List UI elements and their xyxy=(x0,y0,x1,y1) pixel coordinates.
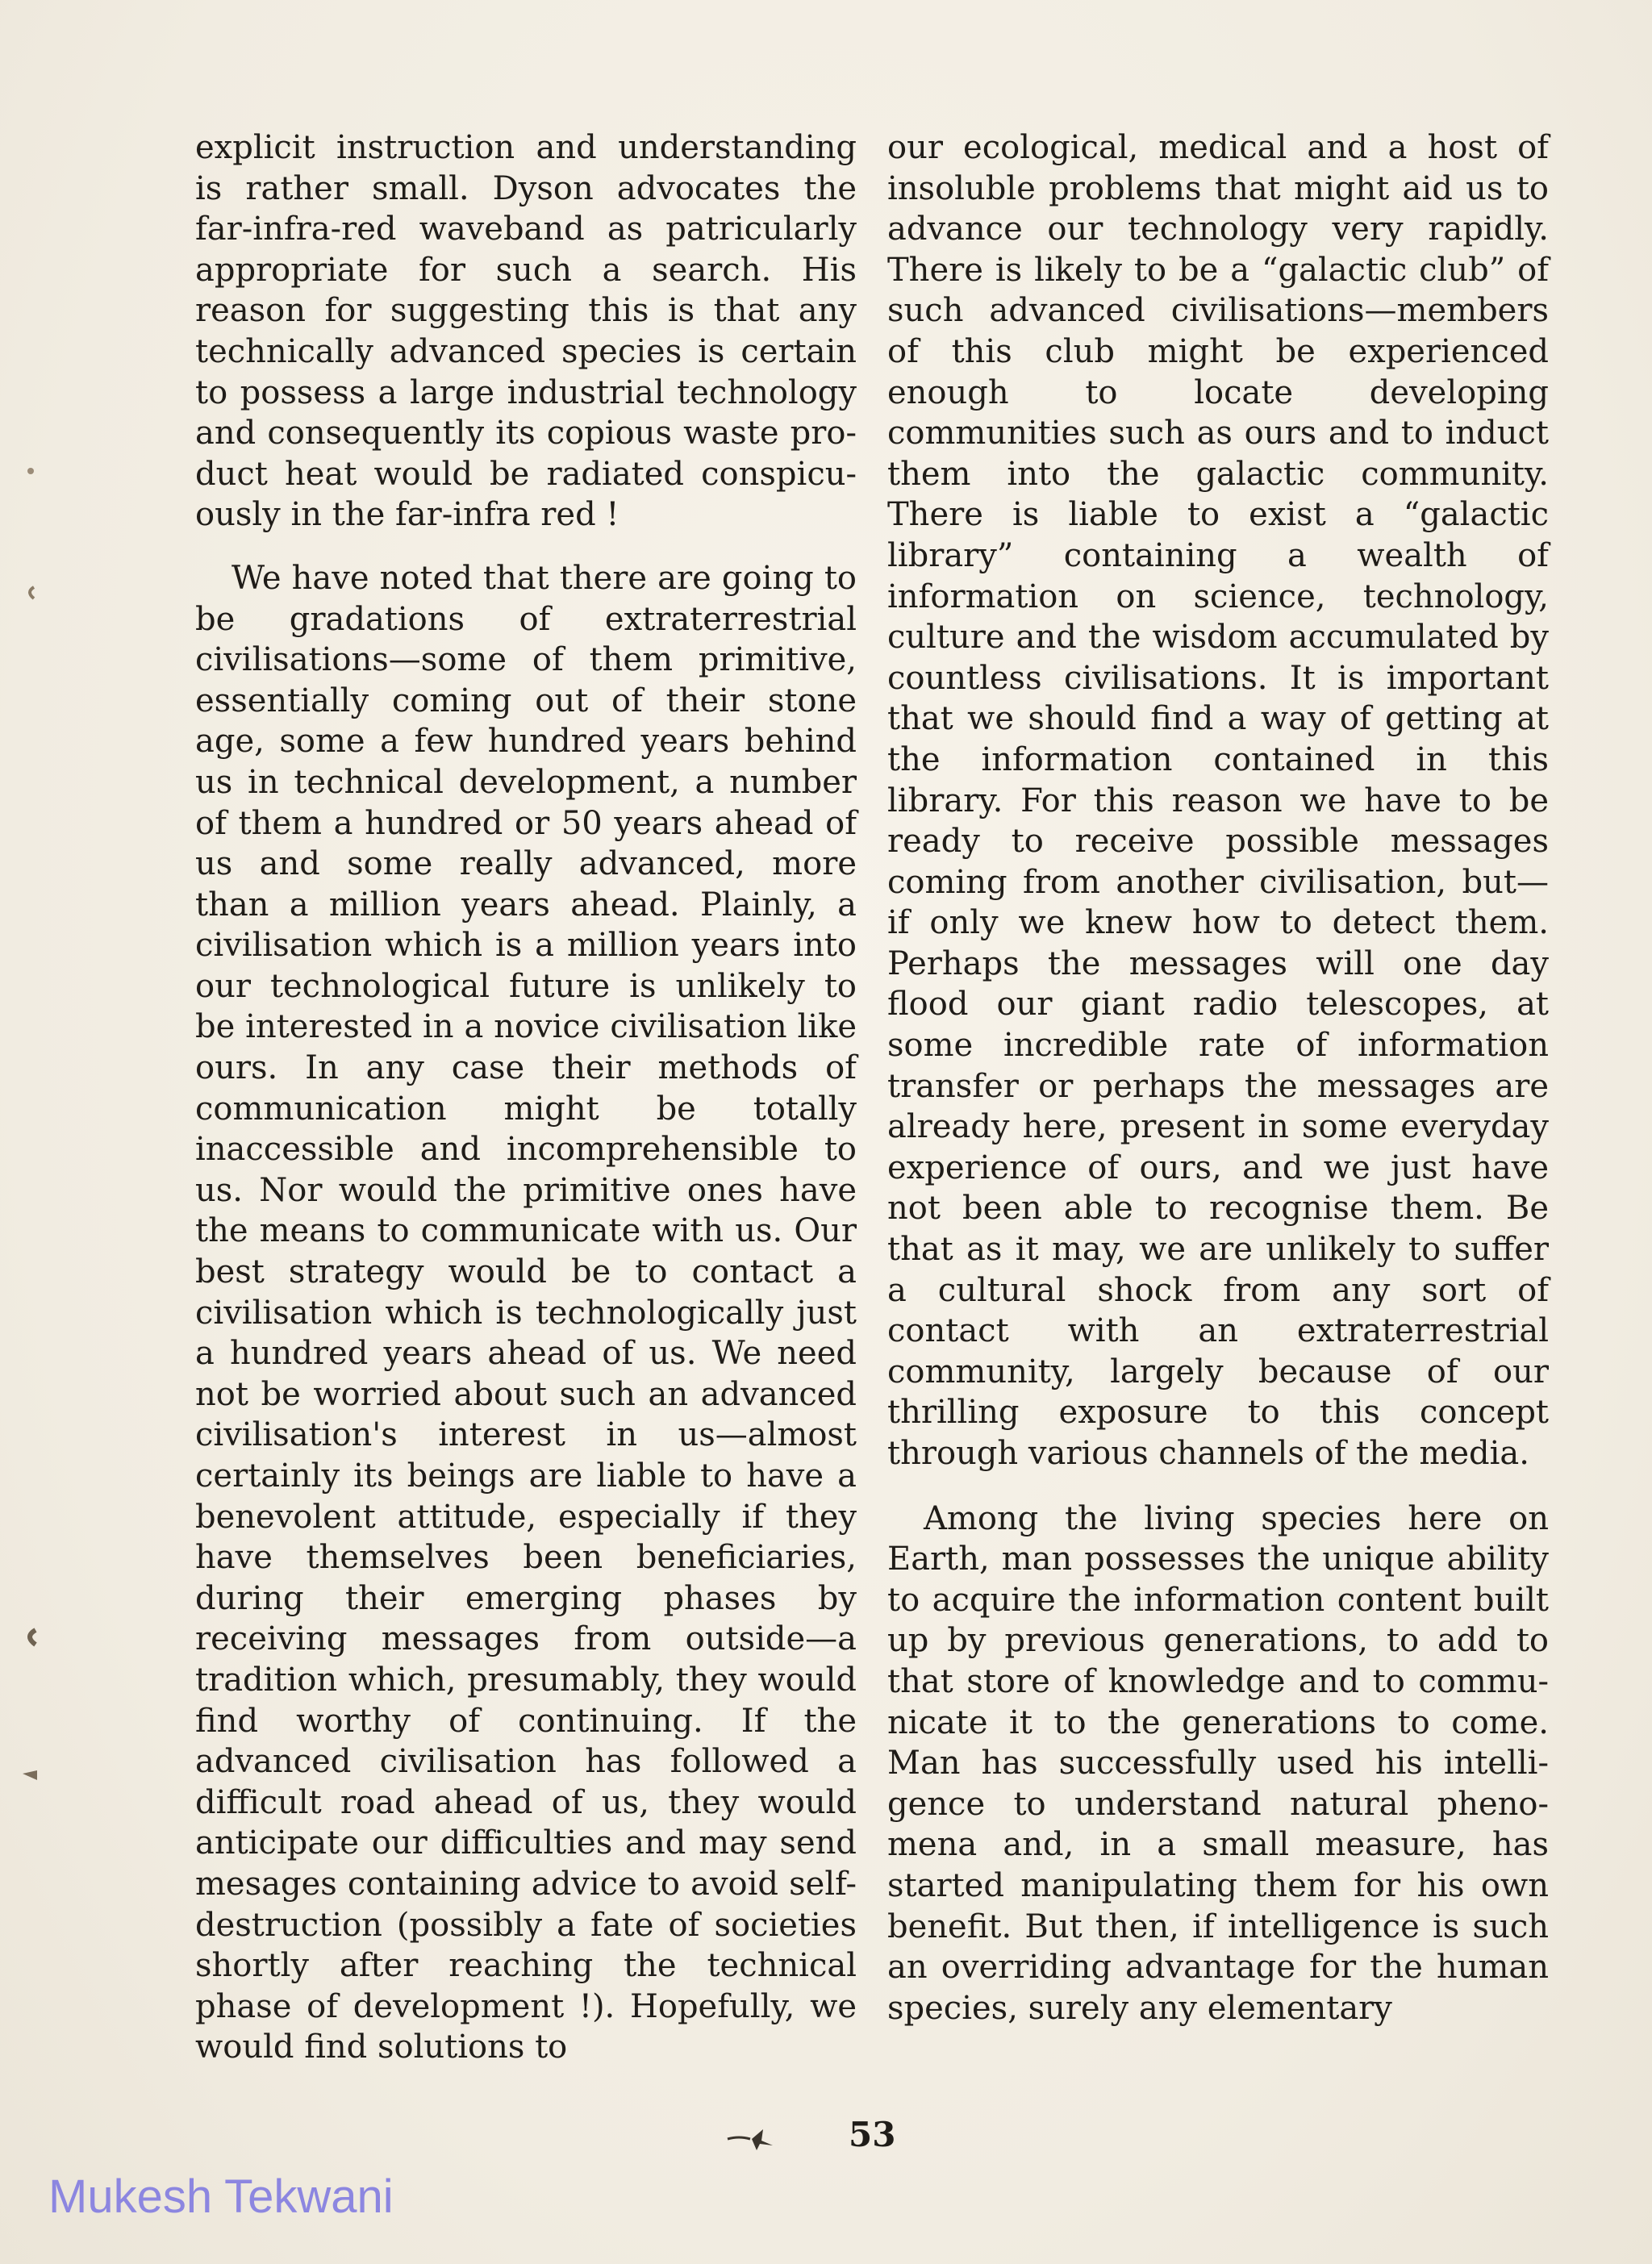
page-number: 53 xyxy=(849,2115,896,2154)
ornament-icon xyxy=(724,2121,797,2154)
paragraph: our ecological, medical and a host of insoluble problems that might aid us to advance our technology very rapidly. There is likely to be a “galactic club” of such advanced civilisations—members of this club might be experienced enough to locate developing communities such as ours and to induct them into the galactic community. There is liable to exist a “galactic library” containing a wealth of information on science, technology, culture and the wisdom accumulated by countless civilisations. It is important that we should find a way of getting at the information contained in this library. For this reason we have to be ready to receive possible messages coming from another civilisation, but—if only we knew how to detect them. Perhaps the messages will one day flood our giant radio telescopes, at some incredible rate of information transfer or perhaps the messages are already here, present in some everyday experience of ours, and we just have not been able to recognise them. Be that as it may, we are unlikely to suffer a cultural shock from any sort of contact with an extraterrestrial community, largely because of our thrilling exposure to this concept through various channels of the media. xyxy=(887,129,1549,1472)
margin-speck-icon xyxy=(18,1625,42,1649)
margin-speck-icon xyxy=(18,460,42,484)
margin-speck-icon xyxy=(18,1762,42,1787)
paragraph: explicit instruction and understanding is rather small. Dyson advocates the far-infra-red waveband as patricularly appropriate for such a search. His reason for suggesting this is that any technically advanced species is certain to possess a large industrial technology and consequently its copious waste product heat would be radiated conspicuously in the far-infra red ! xyxy=(195,129,857,534)
right-column xyxy=(887,127,1549,2028)
page-footer xyxy=(0,2115,1652,2163)
paragraph: Among the living species here on Earth, man possesses the unique ability to acquire the information content built up by previous generations, to add to that store of knowledge and to communicate it to the generations to come. Man has successfully used his intelligence to understand natural phenomena and, in a small measure, has started manipulating them for his own benefit. But then, if intelligence is such an overriding advantage for the human species, surely any elementary xyxy=(887,1499,1549,2027)
left-column xyxy=(195,127,857,2068)
margin-speck-icon xyxy=(18,581,42,605)
watermark-text: Mukesh Tekwani xyxy=(48,2170,394,2223)
paragraph: We have noted that there are going to be gradations of extraterrestrial civilisations—some of them primitive, essentially coming out of their stone age, some a few hundred years behind us in technical development, a number of them a hundred or 50 years ahead of us and some really advanced, more than a million years ahead. Plainly, a civilisation which is a million years into our technological future is unlikely to be interested in a novice civilisation like ours. In any case their methods of communication might be totally inaccessible and incomprehensible to us. Nor would the primitive ones have the means to communicate with us. Our best strategy would be to contact a civilisation which is technologically just a hundred years ahead of us. We need not be worried about such an advanced civilisation's interest in us—almost certainly its beings are liable to have a benevolent attitude, especially if they have themselves been beneficiaries, during their emerging phases by receiving messages from outside—a tradition which, presumably, they would find worthy of continuing. If the advanced civilisation has followed a difficult road ahead of us, they would anticipate our difficulties and may send mesages containing advice to avoid self-destruction (possibly a fate of societies shortly after reaching the technical phase of development !). Hopefully, we would find solutions to xyxy=(195,559,857,2066)
